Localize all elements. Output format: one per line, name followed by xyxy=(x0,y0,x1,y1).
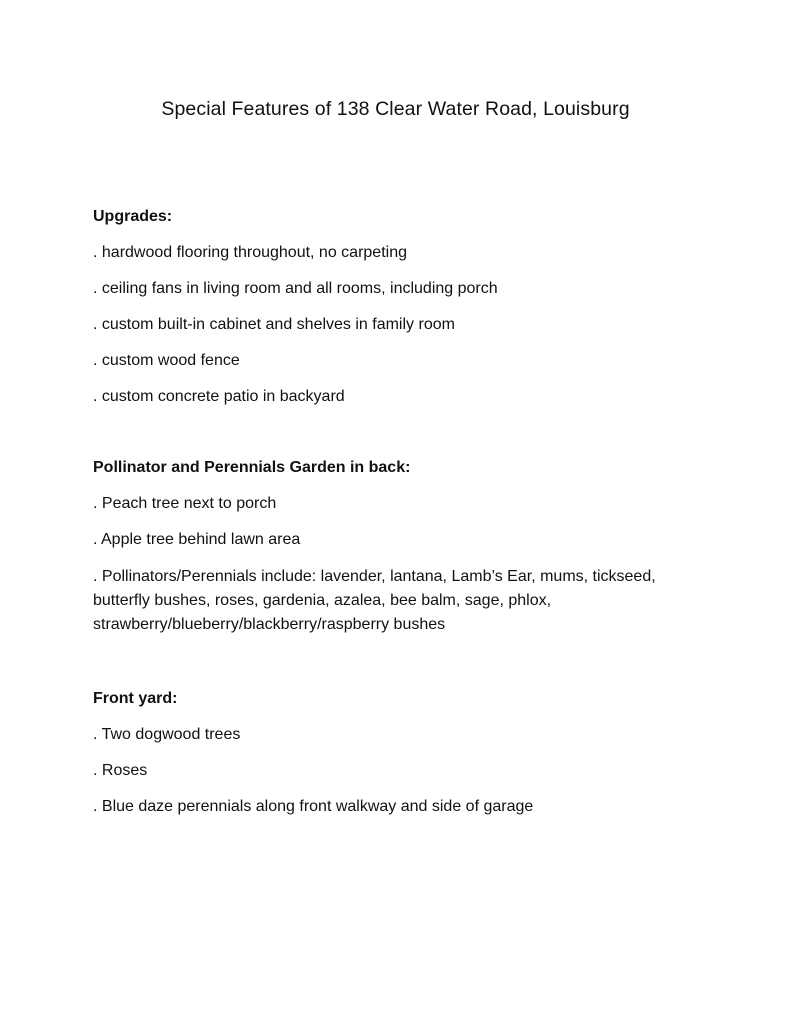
section-front-yard xyxy=(93,688,693,832)
list-item: . Blue daze perennials along front walkway and side of garage xyxy=(93,798,534,815)
list-item: . custom wood fence xyxy=(93,352,240,369)
list-item: . Roses xyxy=(93,762,148,779)
section-pollinator-garden xyxy=(93,457,693,651)
list-item: . ceiling fans in living room and all rooms, including porch xyxy=(93,280,498,297)
section-heading-front-yard: Front yard: xyxy=(93,690,178,707)
section-heading-pollinator-garden: Pollinator and Perennials Garden in back: xyxy=(93,459,411,476)
section-upgrades xyxy=(93,206,693,422)
list-item: . Pollinators/Perennials include: lavender, lantana, Lamb’s Ear, mums, tickseed, butterfly bushes, roses, gardenia, azalea, bee balm, sage, phlox, strawberry/blueberry/blackberry/raspberry bushes xyxy=(93,568,656,633)
list-item: . custom built-in cabinet and shelves in family room xyxy=(93,316,455,333)
page-title: Special Features of 138 Clear Water Road, Louisburg xyxy=(161,98,630,120)
list-item: . Two dogwood trees xyxy=(93,726,241,743)
section-heading-upgrades: Upgrades: xyxy=(93,208,173,225)
list-item: . Peach tree next to porch xyxy=(93,495,277,512)
list-item: . hardwood flooring throughout, no carpeting xyxy=(93,244,407,261)
list-item: . Apple tree behind lawn area xyxy=(93,531,301,548)
list-item: . custom concrete patio in backyard xyxy=(93,388,345,405)
